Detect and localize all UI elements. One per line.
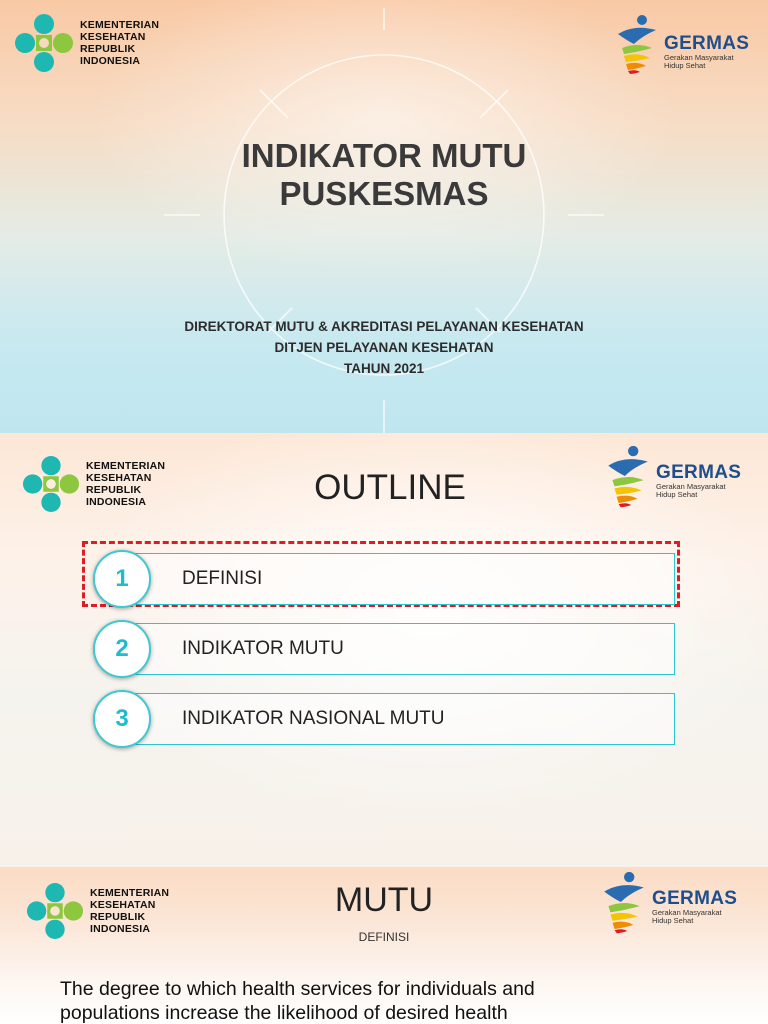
kemenkes-line: KEMENTERIAN	[90, 887, 170, 899]
outline-item-indikator-mutu[interactable]	[93, 623, 675, 675]
kemenkes-logo	[14, 12, 159, 74]
germas-title: GERMAS	[656, 462, 742, 483]
outline-item-label: DEFINISI	[182, 568, 263, 589]
germas-sub-line: Gerakan Masyarakat	[664, 53, 734, 62]
germas-logo	[612, 14, 749, 74]
subtitle-line: DIREKTORAT MUTU & AKREDITASI PELAYANAN KESEHATAN	[184, 319, 584, 334]
outline-number-badge: 3	[93, 690, 151, 748]
germas-figure-icon	[612, 14, 662, 74]
germas-title: GERMAS	[652, 888, 738, 909]
outline-item-label: INDIKATOR MUTU	[182, 638, 344, 659]
germas-sub-line: Hidup Sehat	[656, 490, 698, 499]
title-line: PUSKESMAS	[279, 175, 489, 212]
subtitle-line: DITJEN PELAYANAN KESEHATAN	[274, 340, 494, 355]
germas-sub-line: Gerakan Masyarakat	[656, 482, 726, 491]
slide-subtitle	[0, 316, 768, 379]
title-slide	[0, 0, 768, 433]
kemenkes-line: REPUBLIK	[80, 43, 136, 55]
outline-slide	[0, 433, 768, 867]
kemenkes-line: KEMENTERIAN	[86, 460, 166, 472]
germas-sub-line: Hidup Sehat	[664, 61, 706, 70]
slide-title	[0, 137, 768, 213]
kemenkes-line: KEMENTERIAN	[80, 19, 160, 31]
subtitle-line: TAHUN 2021	[343, 361, 425, 376]
germas-title: GERMAS	[664, 33, 750, 54]
kemenkes-line: KESEHATAN	[80, 31, 146, 43]
outline-number-badge: 2	[93, 620, 151, 678]
outline-item-label: INDIKATOR NASIONAL MUTU	[182, 708, 445, 729]
outline-number-badge: 1	[93, 550, 151, 608]
definition-text: The degree to which health services for individuals and populations increase the likelihood of desired health	[60, 978, 535, 1024]
title-line: INDIKATOR MUTU	[241, 137, 527, 174]
outline-item-indikator-nasional-mutu[interactable]	[93, 693, 675, 745]
kemenkes-line: INDONESIA	[86, 496, 147, 508]
outline-title: OUTLINE	[314, 468, 466, 507]
kemenkes-line: INDONESIA	[90, 923, 151, 935]
kemenkes-line: INDONESIA	[80, 55, 141, 67]
mutu-subtitle: DEFINISI	[358, 930, 410, 944]
kemenkes-emblem-icon	[14, 12, 74, 74]
mutu-title: MUTU	[334, 881, 434, 919]
germas-sub-line: Gerakan Masyarakat	[652, 908, 722, 917]
kemenkes-line: REPUBLIK	[86, 484, 142, 496]
germas-sub-line: Hidup Sehat	[652, 916, 694, 925]
kemenkes-line: REPUBLIK	[90, 911, 146, 923]
kemenkes-line: KESEHATAN	[86, 472, 152, 484]
outline-item-definisi[interactable]	[93, 553, 675, 605]
mutu-slide	[0, 867, 768, 1024]
kemenkes-line: KESEHATAN	[90, 899, 156, 911]
